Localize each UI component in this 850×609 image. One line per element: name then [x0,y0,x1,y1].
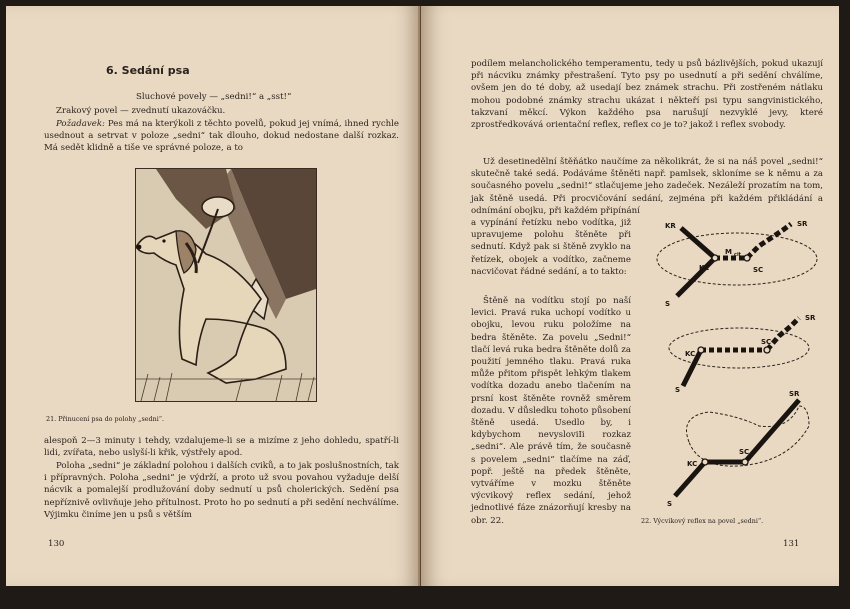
diagram3-label-s: S [667,500,673,508]
basic-position-paragraph: Poloha „sedni“ je základní polohou i dalších cviků, a to jak poslušnostních, tak i přípravných. Poloha „sedni“ je výdrží, a proto už svou povahou vyžaduje delší nácvik a pomalejší prodlužování doby sednutí u psů cholerických. Sedění psa nepříznivě ovlivňuje jeho přítulnost. Proto ho po sednutí a při sedění nechválíme. Výjimku činíme jen u psů s větším [44,461,399,520]
diagram1-node-sc [744,255,750,261]
continued-paragraph: alespoň 2—3 minuty i tehdy, vzdalujeme-li se a mizíme z jeho dohledu, spatří-li lidi, zvířata, nebo uslyší-li křik, výstřely apod. [44,436,399,459]
diagram1-label-kr: KR [665,222,676,230]
diagram1-path-right [747,224,791,258]
dog-sitting-illustration [135,168,317,402]
diagram3-node-kc [702,459,708,465]
technique-paragraph: Štěně na vodítku stojí po naší levici. Pravá ruka uchopí vodítko u obojku, levou ruku položíme na bedra štěněte. Za povelu „Sedni!“ tlačí levá ruka bedra štěněte dolů za použití jemného tlaku. Pravá ruka může přitom přispět lehkým tlakem vodítka dozadu anebo tlačením na prsní kost štěněte rovněž směrem dozadu. V důsledku tohoto působení štěně usedá. Usedlo by, i kdybychom nevysloviIi rozkaz „sedni“. Ale právě tím, že současně s povelem „sedni“ tlačíme na záď, popř. ještě na předek štěněte, vytváříme v mozku štěněte výcvikový reflex sedání, jehož jednotlivé fáze znázorňují kresby na obr. 22. [471,296,631,526]
diagram3-node-sc [742,459,748,465]
diagram2-zone [669,328,809,368]
diagram1-label-sr: SR [797,220,808,228]
visual-command-line: Zrakový povel — zvednutí ukazováčku. [56,106,226,116]
diagram1-path-left [677,228,715,296]
diagram3-label-sr: SR [789,390,800,398]
figure-22-caption: 22. Výcvikový reflex na povel „sedni“. [641,517,764,525]
training-reflex-diagram [639,216,829,516]
diagram3-label-kc: KC [687,460,698,468]
diagram3-path [675,400,799,496]
left-page [6,6,420,586]
section-heading: 6. Sedání psa [106,64,190,77]
page-number-right: 131 [783,539,800,549]
figure-21-caption: 21. Přinucení psa do polohy „sedni“. [46,415,165,423]
diagram2-node-sc [764,347,770,353]
diagram2-path-right [767,318,799,350]
diagram1-label-s: S [665,300,671,308]
diagram1-label-kc: KC [699,264,710,272]
diagram1-zone [657,233,817,285]
commands-line: Sluchové povely — „sedni!“ a „sst!“ [136,92,292,102]
diagram2-node-kc [698,347,704,353]
requirement-label: Požadavek: [56,119,105,129]
diagram1-label-sc: SC [753,266,764,274]
temperament-paragraph: podílem melancholického temperamentu, tedy u psů bázlivějších, pokud ukazují při nácviku známky přestrašení. Tyto psy po usednutí a při sedění chválíme, ovšem jen do té doby, až usedají bez známek strachu. Při zostřeném nátlaku mohou podobné známky strachu ukázat i někteří psi typu sangvinistického, takzvaní měkcí. Výkon každého psa narušují nezvyklé jevy, které zprostředkovává orientační reflex, reflex co je to? jakož i reflex svobody. [471,59,823,131]
diagram2-label-sr: SR [805,314,816,322]
diagram1-label-cit: cit [734,252,742,258]
diagram2-label-s: S [675,386,681,394]
diagram2-label-kc: KC [685,350,696,358]
page-number-left: 130 [48,539,65,549]
puppy-paragraph: Už desetinedělní štěňátko naučíme za několikrát, že si na náš povel „sedni!“ skutečně také sedá. Podáváme štěněti např. pamlsek, skloníme se k němu a za současného povelu „sedni!“ stlačujeme jeho zadeček. Nezáleží prozatím na tom, jak štěně usedá. Při procvičování sedání, zejména při každém přikládání a odnímání obojku, při každém připínání [471,157,823,216]
diagram2-label-sc: SC [761,338,772,346]
diagram1-node-kc [712,255,718,261]
requirement-paragraph [44,118,399,155]
diagram1-label-m: M [725,248,732,256]
requirement-text: Pes má na kterýkoli z těchto povelů, pokud jej vnímá, ihned rychle usednout a setrvat v poloze „sedni“ tak dlouho, dokud nedostane další rozkaz. Má sedět klidně a tiše ve správné poloze, a to [44,119,399,154]
right-page [421,6,839,586]
diagram3-label-sc: SC [739,448,750,456]
dog-handler-drawing [136,169,316,401]
puppy-paragraph-continued: a vypínání řetízku nebo vodítka, již upravujeme polohu štěněte při sednutí. Když pak si štěně zvyklo na řetízek, obojek a vodítko, začneme nacvičovat řádné sedání, a to takto: [471,218,631,277]
